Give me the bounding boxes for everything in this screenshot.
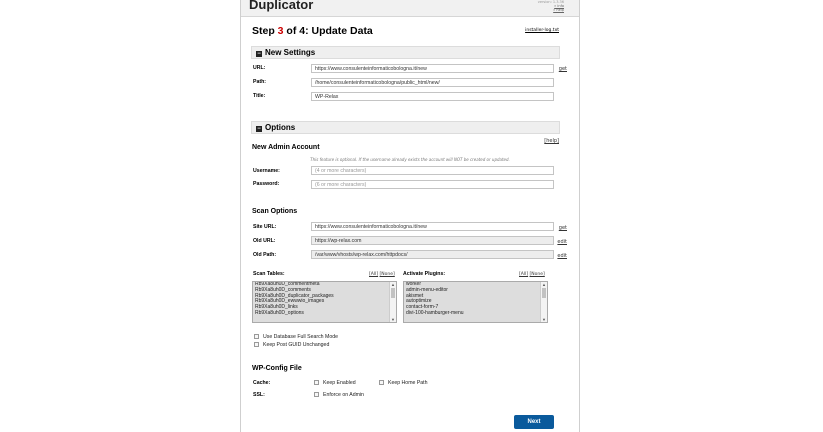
activate-plugins-label: Activate Plugins: xyxy=(403,271,446,277)
options-title: Options xyxy=(265,123,296,132)
keep-enabled-label: Keep Enabled xyxy=(323,380,356,386)
full-search-checkbox[interactable] xyxy=(254,334,259,339)
list-item[interactable]: divi-100-hamburger-menu xyxy=(406,309,464,316)
plugins-scrollbar[interactable] xyxy=(540,282,547,322)
path-input[interactable]: /home/consulenteinformaticobologna/public_html/new/ xyxy=(311,78,554,87)
url-input[interactable]: https://www.consulenteinformaticobologna.it/new xyxy=(311,64,554,73)
list-item[interactable]: Rb9Xa8uh0D_links xyxy=(255,304,298,311)
new-settings-header[interactable] xyxy=(251,46,560,59)
old-path-label: Old Path: xyxy=(253,252,277,258)
header-bar xyxy=(241,0,579,17)
password-input[interactable]: (6 or more characters) xyxy=(311,180,554,189)
installer-log-link[interactable]: installer-log.txt xyxy=(525,28,559,33)
url-label: URL: xyxy=(253,65,266,71)
old-path-edit-link[interactable]: edit xyxy=(557,253,567,259)
version-info xyxy=(538,0,564,12)
scroll-down-icon[interactable]: ▼ xyxy=(391,317,395,322)
tables-none-link[interactable]: [None] xyxy=(379,272,395,277)
title-label: Title: xyxy=(253,93,266,99)
username-input[interactable]: (4 or more characters) xyxy=(311,166,554,175)
site-url-get-link[interactable]: get xyxy=(558,225,567,231)
old-url-label: Old URL: xyxy=(253,238,276,244)
step-prefix: Step xyxy=(252,25,278,37)
step-suffix: of 4: Update Data xyxy=(283,25,373,37)
cache-label: Cache: xyxy=(253,380,271,386)
plugins-all-link[interactable]: [All] xyxy=(519,272,529,277)
tables-all-link[interactable]: [All] xyxy=(369,272,379,277)
collapse-icon: − xyxy=(257,51,261,57)
url-get-link[interactable]: get xyxy=(558,66,567,72)
plugins-none-link[interactable]: [None] xyxy=(529,272,545,277)
enforce-admin-checkbox[interactable] xyxy=(314,392,319,397)
info-link[interactable]: » info xyxy=(554,4,564,8)
old-url-input[interactable]: https://wp-relax.com xyxy=(311,236,554,245)
options-header[interactable] xyxy=(251,121,560,134)
username-label: Username: xyxy=(253,168,280,174)
keep-guid-label: Keep Post GUID Unchanged xyxy=(263,342,330,348)
keep-guid-checkbox[interactable] xyxy=(254,342,259,347)
installer-panel xyxy=(240,0,580,432)
step-title xyxy=(252,25,373,37)
plugins-all-none xyxy=(519,272,545,277)
site-url-input[interactable]: https://www.consulenteinformaticobologna.it/new xyxy=(311,222,554,231)
list-item[interactable]: autoptimize xyxy=(406,298,432,305)
admin-account-note: This feature is optional. If the username already exists the account will NOT be created or updated. xyxy=(310,157,510,162)
scan-tables-label: Scan Tables: xyxy=(253,271,285,277)
collapse-icon: − xyxy=(257,126,261,132)
list-item[interactable]: Rb9Xa8uh0D_duplicator_packages xyxy=(255,292,334,299)
scan-options-title: Scan Options xyxy=(252,208,298,215)
site-url-label: Site URL: xyxy=(253,224,277,230)
keep-home-path-checkbox[interactable] xyxy=(379,380,384,385)
old-path-input[interactable]: /var/www/vhosts/wp-relax.com/httpdocs/ xyxy=(311,250,554,259)
activate-plugins-list[interactable] xyxy=(403,281,548,323)
tables-all-none xyxy=(369,272,395,277)
help-link[interactable]: » help xyxy=(553,8,564,12)
next-button[interactable]: Next xyxy=(514,415,554,429)
scroll-up-icon[interactable]: ▲ xyxy=(391,282,395,287)
full-search-label: Use Database Full Search Mode xyxy=(263,334,338,340)
scan-tables-list[interactable] xyxy=(252,281,397,323)
list-item[interactable]: Rb9Xa8uh0D_commentmeta xyxy=(255,281,320,287)
list-item[interactable]: contact-form-7 xyxy=(406,304,439,311)
password-label: Password: xyxy=(253,181,280,187)
scroll-up-icon[interactable]: ▲ xyxy=(542,282,546,287)
keep-home-path-label: Keep Home Path xyxy=(388,380,428,386)
list-item[interactable]: admin-menu-editor xyxy=(406,286,448,293)
wpconfig-title: WP-Config File xyxy=(252,365,302,372)
scroll-thumb[interactable] xyxy=(391,288,395,298)
list-item[interactable]: Rb9Xa8uh0D_ewwwio_images xyxy=(255,298,325,305)
list-item[interactable]: Rb9Xa8uh0D_comments xyxy=(255,286,311,293)
old-url-edit-link[interactable]: edit xyxy=(557,239,567,245)
version-text: version: 1.3.36 xyxy=(537,0,564,4)
admin-account-title: New Admin Account xyxy=(252,144,320,151)
step-number: 3 xyxy=(277,25,284,37)
options-help-link[interactable]: [help] xyxy=(544,138,559,144)
duplicator-logo: Duplicator xyxy=(249,0,314,12)
new-settings-title: New Settings xyxy=(265,48,316,57)
keep-enabled-checkbox[interactable] xyxy=(314,380,319,385)
list-item[interactable]: Rb9Xa8uh0D_options xyxy=(255,309,304,316)
enforce-admin-label: Enforce on Admin xyxy=(323,392,364,398)
scroll-thumb[interactable] xyxy=(542,288,546,298)
tables-scrollbar[interactable] xyxy=(389,282,396,322)
ssl-label: SSL: xyxy=(253,392,265,398)
list-item[interactable]: akismet xyxy=(406,292,424,299)
scroll-down-icon[interactable]: ▼ xyxy=(542,317,546,322)
title-input[interactable]: WP-Relax xyxy=(311,92,554,101)
path-label: Path: xyxy=(253,79,266,85)
list-item[interactable]: worker xyxy=(406,281,422,287)
